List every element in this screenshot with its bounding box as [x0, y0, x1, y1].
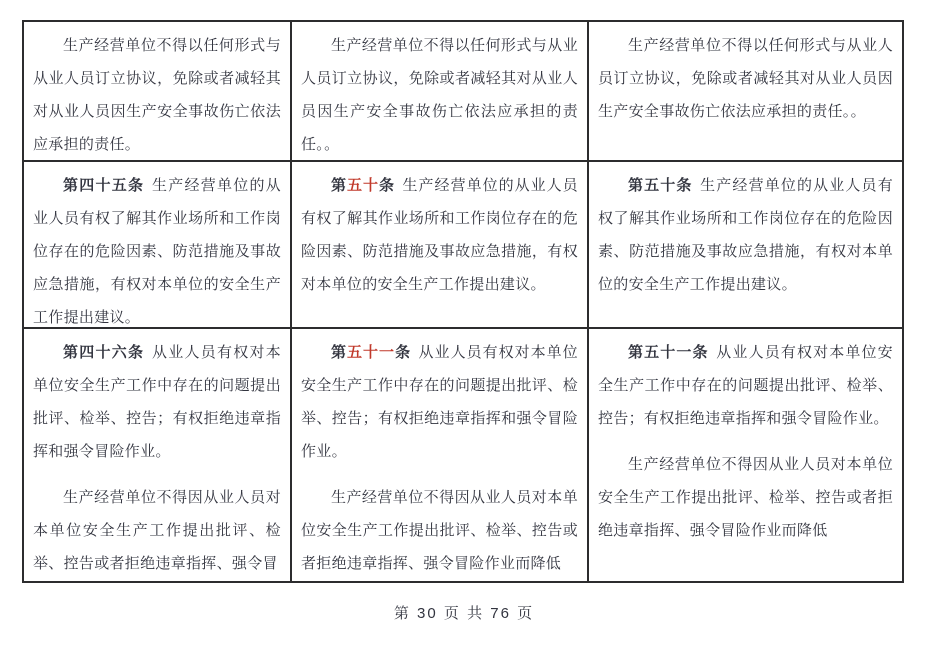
table-cell-r3-c2 — [292, 329, 589, 581]
table-cell-r1-c3 — [589, 22, 902, 162]
article-number: 第 — [331, 344, 348, 361]
table-cell-r2-c3 — [589, 162, 902, 329]
paragraph: 第五十一条 从业人员有权对本单位安全生产工作中存在的问题提出批评、检举、控告；有权拒绝违章指挥和强令冒险作业。 — [598, 344, 893, 427]
article-number: 第四十五条 — [63, 177, 145, 194]
table-cell-r3-c1 — [24, 329, 292, 581]
table-cell-r3-c3 — [589, 329, 902, 581]
article-number: 第 — [331, 177, 348, 194]
paragraph: 生产经营单位不得因从业人员对本单位安全生产工作提出批评、检举、控告或者拒绝违章指挥、强令冒险作业而降低 — [598, 456, 893, 539]
table-cell-r1-c1 — [24, 22, 292, 162]
paragraph: 生产经营单位不得以任何形式与从业人员订立协议，免除或者减轻其对从业人员因生产安全事故伤亡依法应承担的责任。 — [33, 37, 281, 153]
article-number: 第五十条 — [628, 177, 693, 194]
table-cell-r2-c1 — [24, 162, 292, 329]
article-number-changed-text: 五十 — [347, 177, 380, 194]
paragraph: 第四十六条 从业人员有权对本单位安全生产工作中存在的问题提出批评、检举、控告；有权拒绝违章指挥和强令冒险作业。 — [33, 344, 281, 460]
paragraph: 第五十一条 从业人员有权对本单位安全生产工作中存在的问题提出批评、检举、控告；有权拒绝违章指挥和强令冒险作业。 — [301, 344, 578, 460]
article-number: 条 — [395, 344, 412, 361]
paragraph: 生产经营单位不得因从业人员对本单位安全生产工作提出批评、检举、控告或者拒绝违章指挥、强令冒险作业而降低 — [301, 489, 578, 572]
page-indicator: 第 30 页 共 76 页 — [393, 605, 535, 622]
table-cell-r2-c2 — [292, 162, 589, 329]
paragraph: 生产经营单位不得因从业人员对本单位安全生产工作提出批评、检举、控告或者拒绝违章指挥、强令冒 — [33, 489, 281, 572]
paragraph: 第四十五条 生产经营单位的从业人员有权了解其作业场所和工作岗位存在的危险因素、防范措施及事故应急措施，有权对本单位的安全生产工作提出建议。 — [33, 177, 281, 326]
article-number-changed-text: 五十一 — [347, 344, 396, 361]
paragraph: 第五十条 生产经营单位的从业人员有权了解其作业场所和工作岗位存在的危险因素、防范措施及事故应急措施，有权对本单位的安全生产工作提出建议。 — [301, 177, 578, 293]
article-number: 条 — [379, 177, 396, 194]
article-number: 第四十六条 — [63, 344, 145, 361]
table-cell-r1-c2 — [292, 22, 589, 162]
comparison-table — [22, 20, 904, 583]
page-footer — [0, 602, 928, 623]
article-number: 第五十一条 — [628, 344, 709, 361]
paragraph: 生产经营单位不得以任何形式与从业人员订立协议，免除或者减轻其对从业人员因生产安全事故伤亡依法应承担的责任。。 — [598, 37, 893, 120]
paragraph: 第五十条 生产经营单位的从业人员有权了解其作业场所和工作岗位存在的危险因素、防范措施及事故应急措施，有权对本单位的安全生产工作提出建议。 — [598, 177, 893, 293]
paragraph: 生产经营单位不得以任何形式与从业人员订立协议，免除或者减轻其对从业人员因生产安全事故伤亡依法应承担的责任。。 — [301, 37, 578, 153]
